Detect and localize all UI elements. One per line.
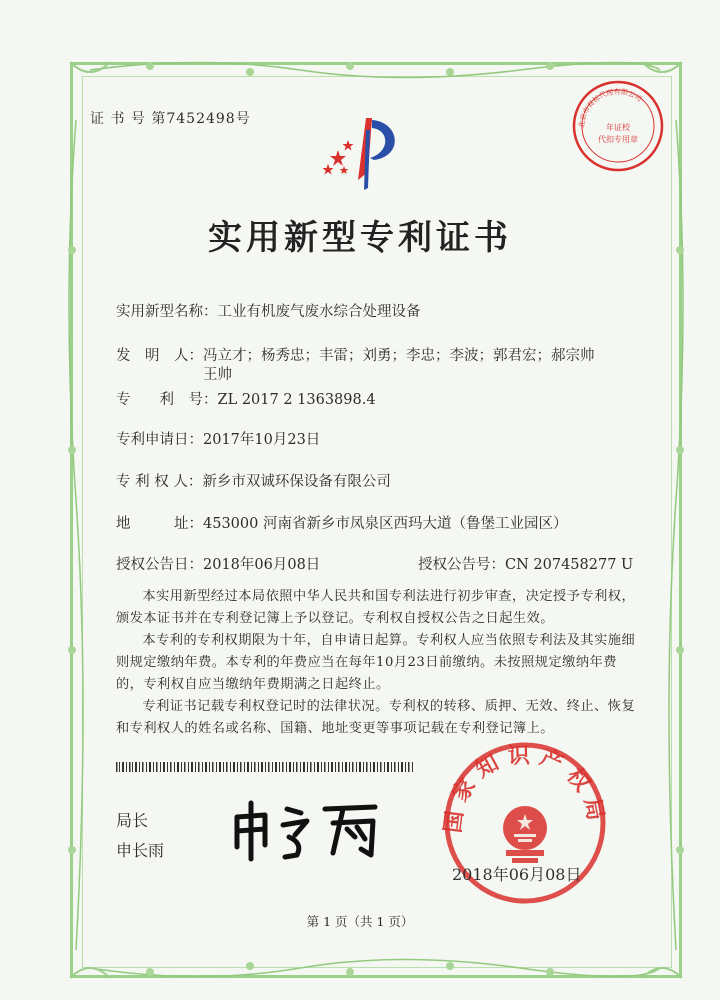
- barcode: [116, 762, 416, 772]
- agency-seal: [570, 78, 666, 174]
- issue-date-stamp: 2018年06月08日: [452, 865, 582, 884]
- field-filing-date: [116, 428, 320, 449]
- field-value: CN 207458277 U: [505, 557, 634, 573]
- field-value: ZL 2017 2 1363898.4: [217, 392, 376, 408]
- field-patent-no: [116, 388, 376, 409]
- field-label: 地 址：: [116, 516, 203, 532]
- field-inventor-cont: 王帅: [203, 367, 232, 383]
- field-name: [116, 300, 421, 321]
- svg-text:代扣专用章: 代扣专用章: [598, 135, 638, 144]
- certificate-title: 实用新型专利证书: [208, 218, 512, 258]
- field-grant-no: [418, 553, 633, 574]
- paragraph: 专利证书记载专利权登记时的法律状况。专利权的转移、质押、无效、终止、恢复和专利权人的姓名或名称、国籍、地址变更等事项记载在专利登记簿上。: [116, 699, 636, 736]
- svg-text:年证校: 年证校: [606, 123, 630, 132]
- field-grant-date: [116, 553, 320, 574]
- field-value: 工业有机废气废水综合处理设备: [217, 304, 421, 320]
- patent-office-logo-icon: [318, 110, 408, 200]
- svg-text:国家知识产权局: 国家知识产权局: [440, 743, 610, 835]
- field-value: 2018年06月08日: [203, 557, 321, 573]
- page-number: 第 1 页（共 1 页）: [306, 914, 414, 929]
- field-label: 授权公告号：: [418, 557, 505, 573]
- field-label: 实用新型名称：: [116, 304, 218, 320]
- field-label: 专利申请日：: [116, 432, 203, 448]
- director-title: 局长: [116, 811, 149, 830]
- field-address: [116, 512, 567, 533]
- field-value: 453000 河南省新乡市凤泉区西玛大道（鲁堡工业园区）: [203, 516, 568, 532]
- director-signature: [225, 795, 395, 865]
- field-value: 2017年10月23日: [203, 432, 321, 448]
- field-value: 新乡市双诚环保设备有限公司: [202, 474, 391, 490]
- field-inventor: [116, 344, 595, 365]
- field-label: 发 明 人：: [116, 348, 203, 364]
- certificate-text: [116, 586, 642, 740]
- paragraph: 本实用新型经过本局依照中华人民共和国专利法进行初步审查，决定授予专利权，颁发本证书并在专利登记簿上予以登记。专利权自授权公告之日起生效。: [116, 589, 636, 626]
- certificate-number: 证 书 号 第7452498号: [90, 111, 251, 127]
- field-patentee: [116, 470, 391, 491]
- field-label: 授权公告日：: [116, 557, 203, 573]
- field-label: 专 利 权 人：: [116, 474, 203, 490]
- field-label: 专 利 号：: [116, 392, 218, 408]
- paragraph: 本专利的专利权期限为十年，自申请日起算。专利权人应当依照专利法及其实施细则规定缴纳年费。本专利的年费应当在每年10月23日前缴纳。未按照规定缴纳年费的，专利权自应当缴纳年费期满之日起终止。: [116, 633, 636, 692]
- svg-text:北京市商标代理有限公司: 北京市商标代理有限公司: [577, 87, 644, 129]
- director-name: 申长雨: [116, 841, 165, 860]
- field-value: 冯立才；杨秀忠；丰雷；刘勇；李忠；李波；郭君宏；郝宗帅: [203, 348, 595, 364]
